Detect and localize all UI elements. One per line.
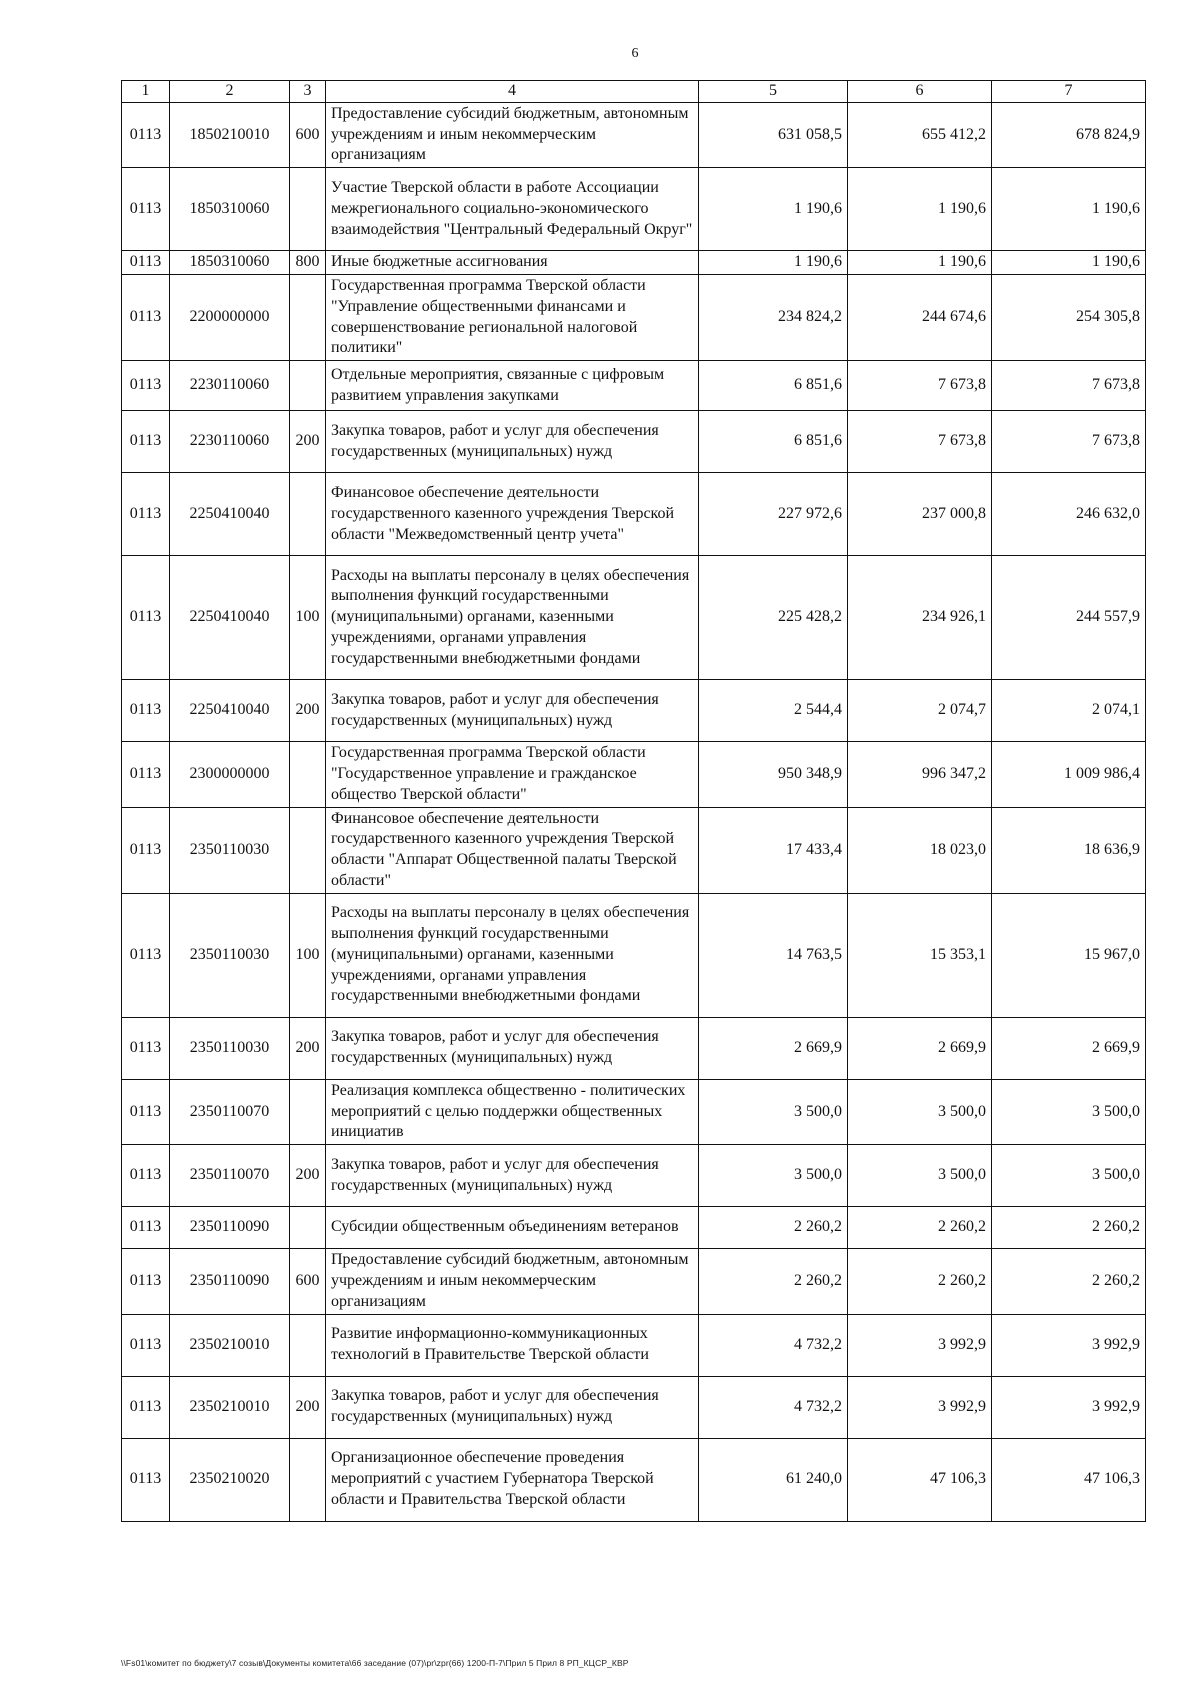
item-name: Предоставление субсидий бюджетным, автономным учреждениям и иным некоммерческим организациям (326, 102, 699, 167)
value-col6: 234 926,1 (848, 556, 992, 680)
expense-type: 200 (290, 411, 326, 473)
item-name: Отдельные мероприятия, связанные с цифровым развитием управления закупками (326, 361, 699, 411)
item-name: Закупка товаров, работ и услуг для обеспечения государственных (муниципальных) нужд (326, 1376, 699, 1438)
target-article-code: 2250410040 (170, 556, 290, 680)
target-article-code: 2350110030 (170, 893, 290, 1017)
expense-type (290, 807, 326, 893)
expense-type (290, 1314, 326, 1376)
value-col7: 2 260,2 (992, 1207, 1146, 1249)
target-article-code: 2350110090 (170, 1249, 290, 1314)
value-col5: 6 851,6 (699, 361, 848, 411)
value-col5: 3 500,0 (699, 1145, 848, 1207)
value-col5: 225 428,2 (699, 556, 848, 680)
table-row (122, 1207, 1146, 1249)
item-name: Закупка товаров, работ и услуг для обеспечения государственных (муниципальных) нужд (326, 411, 699, 473)
item-name: Расходы на выплаты персоналу в целях обеспечения выполнения функций государственными (муниципальными) органами, казенными учреждениями, органами управления государственными внебюджетными фондами (326, 893, 699, 1017)
target-article-code: 1850210010 (170, 102, 290, 167)
page-number: 6 (631, 46, 639, 61)
table-row (122, 742, 1146, 807)
expense-type (290, 1207, 326, 1249)
value-col6: 3 992,9 (848, 1376, 992, 1438)
value-col7: 3 500,0 (992, 1145, 1146, 1207)
column-header: 5 (699, 81, 848, 103)
value-col5: 4 732,2 (699, 1314, 848, 1376)
value-col6: 996 347,2 (848, 742, 992, 807)
table-row (122, 556, 1146, 680)
budget-table (121, 80, 1146, 1522)
table-row (122, 680, 1146, 742)
item-name: Участие Тверской области в работе Ассоциации межрегионального социально-экономического взаимодействия "Центральный Федеральный Округ" (326, 168, 699, 251)
target-article-code: 2300000000 (170, 742, 290, 807)
table-row (122, 473, 1146, 556)
target-article-code: 2250410040 (170, 680, 290, 742)
budget-section: 0113 (122, 1079, 170, 1144)
value-col6: 7 673,8 (848, 411, 992, 473)
value-col6: 47 106,3 (848, 1438, 992, 1521)
budget-section: 0113 (122, 1438, 170, 1521)
column-header: 3 (290, 81, 326, 103)
value-col6: 655 412,2 (848, 102, 992, 167)
expense-type (290, 274, 326, 360)
budget-section: 0113 (122, 411, 170, 473)
table-row (122, 251, 1146, 275)
target-article-code: 2230110060 (170, 411, 290, 473)
column-header: 1 (122, 81, 170, 103)
target-article-code: 2230110060 (170, 361, 290, 411)
column-header: 7 (992, 81, 1146, 103)
budget-section: 0113 (122, 680, 170, 742)
value-col6: 237 000,8 (848, 473, 992, 556)
item-name: Иные бюджетные ассигнования (326, 251, 699, 275)
expense-type: 600 (290, 102, 326, 167)
value-col7: 678 824,9 (992, 102, 1146, 167)
expense-type (290, 473, 326, 556)
value-col7: 2 260,2 (992, 1249, 1146, 1314)
expense-type: 200 (290, 1376, 326, 1438)
value-col5: 6 851,6 (699, 411, 848, 473)
expense-type: 100 (290, 556, 326, 680)
table-row (122, 1438, 1146, 1521)
item-name: Закупка товаров, работ и услуг для обеспечения государственных (муниципальных) нужд (326, 680, 699, 742)
target-article-code: 2350110070 (170, 1145, 290, 1207)
value-col5: 2 669,9 (699, 1017, 848, 1079)
value-col7: 7 673,8 (992, 361, 1146, 411)
budget-section: 0113 (122, 473, 170, 556)
value-col6: 2 074,7 (848, 680, 992, 742)
budget-section: 0113 (122, 1314, 170, 1376)
item-name: Финансовое обеспечение деятельности государственного казенного учреждения Тверской области "Межведомственный центр учета" (326, 473, 699, 556)
table-row (122, 1145, 1146, 1207)
value-col5: 1 190,6 (699, 168, 848, 251)
budget-section: 0113 (122, 1207, 170, 1249)
value-col5: 14 763,5 (699, 893, 848, 1017)
value-col7: 1 190,6 (992, 168, 1146, 251)
value-col5: 227 972,6 (699, 473, 848, 556)
value-col6: 3 500,0 (848, 1079, 992, 1144)
value-col6: 2 260,2 (848, 1249, 992, 1314)
budget-section: 0113 (122, 893, 170, 1017)
value-col7: 15 967,0 (992, 893, 1146, 1017)
budget-section: 0113 (122, 742, 170, 807)
column-header: 4 (326, 81, 699, 103)
expense-type: 200 (290, 1145, 326, 1207)
value-col6: 2 260,2 (848, 1207, 992, 1249)
column-header: 2 (170, 81, 290, 103)
budget-section: 0113 (122, 102, 170, 167)
header-row (122, 81, 1146, 103)
table-row (122, 1376, 1146, 1438)
value-col5: 3 500,0 (699, 1079, 848, 1144)
expense-type (290, 742, 326, 807)
target-article-code: 1850310060 (170, 251, 290, 275)
budget-section: 0113 (122, 274, 170, 360)
value-col7: 3 500,0 (992, 1079, 1146, 1144)
value-col5: 61 240,0 (699, 1438, 848, 1521)
item-name: Закупка товаров, работ и услуг для обеспечения государственных (муниципальных) нужд (326, 1145, 699, 1207)
expense-type (290, 1079, 326, 1144)
table-row (122, 274, 1146, 360)
expense-type: 600 (290, 1249, 326, 1314)
value-col7: 244 557,9 (992, 556, 1146, 680)
target-article-code: 2350210010 (170, 1314, 290, 1376)
value-col5: 2 544,4 (699, 680, 848, 742)
table-row (122, 361, 1146, 411)
target-article-code: 2350110030 (170, 1017, 290, 1079)
budget-section: 0113 (122, 251, 170, 275)
value-col7: 3 992,9 (992, 1376, 1146, 1438)
item-name: Государственная программа Тверской области "Управление общественными финансами и совершенствование региональной налоговой политики" (326, 274, 699, 360)
expense-type: 800 (290, 251, 326, 275)
value-col7: 7 673,8 (992, 411, 1146, 473)
budget-section: 0113 (122, 807, 170, 893)
item-name: Организационное обеспечение проведения мероприятий с участием Губернатора Тверской области и Правительства Тверской области (326, 1438, 699, 1521)
value-col5: 2 260,2 (699, 1249, 848, 1314)
footer-file-path: \\Fs01\комитет по бюджету\7 созыв\Документы комитета\66 заседание (07)\pr\zpr(66) 1200-П-7\Прил 5 Прил 8 РП_КЦСР_КВР (121, 1658, 629, 1668)
value-col5: 4 732,2 (699, 1376, 848, 1438)
budget-section: 0113 (122, 361, 170, 411)
target-article-code: 2350210010 (170, 1376, 290, 1438)
item-name: Финансовое обеспечение деятельности государственного казенного учреждения Тверской области "Аппарат Общественной палаты Тверской области" (326, 807, 699, 893)
expense-type: 100 (290, 893, 326, 1017)
target-article-code: 1850310060 (170, 168, 290, 251)
value-col6: 15 353,1 (848, 893, 992, 1017)
value-col6: 244 674,6 (848, 274, 992, 360)
item-name: Субсидии общественным объединениям ветеранов (326, 1207, 699, 1249)
value-col7: 1 190,6 (992, 251, 1146, 275)
table-row (122, 893, 1146, 1017)
expense-type: 200 (290, 1017, 326, 1079)
value-col7: 246 632,0 (992, 473, 1146, 556)
expense-type: 200 (290, 680, 326, 742)
value-col7: 2 074,1 (992, 680, 1146, 742)
budget-section: 0113 (122, 1145, 170, 1207)
value-col5: 1 190,6 (699, 251, 848, 275)
target-article-code: 2350210020 (170, 1438, 290, 1521)
item-name: Государственная программа Тверской области "Государственное управление и гражданское общество Тверской области" (326, 742, 699, 807)
item-name: Предоставление субсидий бюджетным, автономным учреждениям и иным некоммерческим организациям (326, 1249, 699, 1314)
value-col6: 3 500,0 (848, 1145, 992, 1207)
value-col6: 18 023,0 (848, 807, 992, 893)
value-col5: 631 058,5 (699, 102, 848, 167)
budget-section: 0113 (122, 556, 170, 680)
item-name: Закупка товаров, работ и услуг для обеспечения государственных (муниципальных) нужд (326, 1017, 699, 1079)
target-article-code: 2350110070 (170, 1079, 290, 1144)
table-row (122, 1249, 1146, 1314)
target-article-code: 2250410040 (170, 473, 290, 556)
value-col7: 18 636,9 (992, 807, 1146, 893)
expense-type (290, 168, 326, 251)
value-col6: 1 190,6 (848, 168, 992, 251)
table-row (122, 168, 1146, 251)
target-article-code: 2350110090 (170, 1207, 290, 1249)
table-row (122, 1079, 1146, 1144)
value-col7: 47 106,3 (992, 1438, 1146, 1521)
budget-section: 0113 (122, 1376, 170, 1438)
value-col6: 7 673,8 (848, 361, 992, 411)
value-col5: 17 433,4 (699, 807, 848, 893)
value-col7: 2 669,9 (992, 1017, 1146, 1079)
target-article-code: 2200000000 (170, 274, 290, 360)
column-header: 6 (848, 81, 992, 103)
value-col5: 234 824,2 (699, 274, 848, 360)
value-col5: 2 260,2 (699, 1207, 848, 1249)
value-col7: 254 305,8 (992, 274, 1146, 360)
budget-section: 0113 (122, 1017, 170, 1079)
value-col7: 1 009 986,4 (992, 742, 1146, 807)
item-name: Реализация комплекса общественно - политических мероприятий с целью поддержки общественных инициатив (326, 1079, 699, 1144)
budget-section: 0113 (122, 168, 170, 251)
table-row (122, 1314, 1146, 1376)
value-col6: 3 992,9 (848, 1314, 992, 1376)
value-col7: 3 992,9 (992, 1314, 1146, 1376)
value-col6: 1 190,6 (848, 251, 992, 275)
table-row (122, 102, 1146, 167)
expense-type (290, 1438, 326, 1521)
expense-type (290, 361, 326, 411)
table-row (122, 807, 1146, 893)
table-row (122, 411, 1146, 473)
table-row (122, 1017, 1146, 1079)
item-name: Расходы на выплаты персоналу в целях обеспечения выполнения функций государственными (муниципальными) органами, казенными учреждениями, органами управления государственными внебюджетными фондами (326, 556, 699, 680)
value-col5: 950 348,9 (699, 742, 848, 807)
budget-section: 0113 (122, 1249, 170, 1314)
item-name: Развитие информационно-коммуникационных технологий в Правительстве Тверской области (326, 1314, 699, 1376)
value-col6: 2 669,9 (848, 1017, 992, 1079)
target-article-code: 2350110030 (170, 807, 290, 893)
